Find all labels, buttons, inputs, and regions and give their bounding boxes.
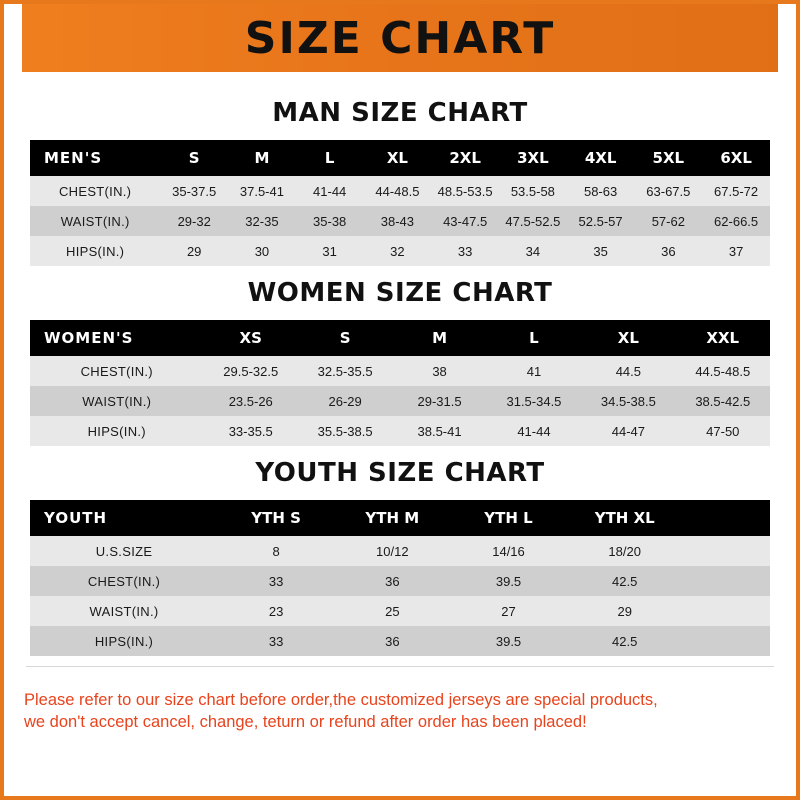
cell: 36 xyxy=(634,236,702,266)
cell: 48.5-53.5 xyxy=(431,176,499,206)
cell: 8 xyxy=(218,536,334,566)
col-header: YTH XL xyxy=(567,500,683,536)
divider xyxy=(26,666,774,667)
col-header: XS xyxy=(204,320,298,356)
col-header: S xyxy=(298,320,392,356)
footer-note xyxy=(4,683,796,734)
table-row xyxy=(30,236,770,266)
col-header: YTH M xyxy=(334,500,450,536)
cell: 47-50 xyxy=(676,416,770,446)
cell: 33 xyxy=(218,566,334,596)
col-header: S xyxy=(160,140,228,176)
cell: 29 xyxy=(160,236,228,266)
cell: 31.5-34.5 xyxy=(487,386,581,416)
cell: 23 xyxy=(218,596,334,626)
cell: 53.5-58 xyxy=(499,176,567,206)
col-header: 2XL xyxy=(431,140,499,176)
cell: 33 xyxy=(218,626,334,656)
cell: 38-43 xyxy=(364,206,432,236)
col-header: L xyxy=(487,320,581,356)
table-men xyxy=(30,140,770,266)
row-label: CHEST(IN.) xyxy=(30,176,160,206)
col-header: XL xyxy=(364,140,432,176)
cell: 30 xyxy=(228,236,296,266)
cell: 25 xyxy=(334,596,450,626)
col-header: MEN'S xyxy=(30,140,160,176)
cell: 34.5-38.5 xyxy=(581,386,675,416)
cell: 35-38 xyxy=(296,206,364,236)
row-label: HIPS(IN.) xyxy=(30,626,218,656)
cell: 14/16 xyxy=(450,536,566,566)
cell: 29-32 xyxy=(160,206,228,236)
table-row xyxy=(30,176,770,206)
cell: 62-66.5 xyxy=(702,206,770,236)
cell-spacer xyxy=(683,596,770,626)
cell: 27 xyxy=(450,596,566,626)
table-row xyxy=(30,206,770,236)
cell: 35-37.5 xyxy=(160,176,228,206)
table-youth xyxy=(30,500,770,656)
col-header: YOUTH xyxy=(30,500,218,536)
footer-line-1: Please refer to our size chart before order,the customized jerseys are special products, xyxy=(24,691,658,709)
cell: 29-31.5 xyxy=(392,386,486,416)
cell: 43-47.5 xyxy=(431,206,499,236)
banner xyxy=(4,4,796,72)
cell: 37 xyxy=(702,236,770,266)
cell: 36 xyxy=(334,566,450,596)
table-header-row xyxy=(30,140,770,176)
cell: 35.5-38.5 xyxy=(298,416,392,446)
col-header: M xyxy=(228,140,296,176)
cell: 44.5 xyxy=(581,356,675,386)
cell: 29.5-32.5 xyxy=(204,356,298,386)
col-header: L xyxy=(296,140,364,176)
table-row xyxy=(30,356,770,386)
cell: 38.5-41 xyxy=(392,416,486,446)
table-row xyxy=(30,626,770,656)
cell: 39.5 xyxy=(450,566,566,596)
row-label: CHEST(IN.) xyxy=(30,356,204,386)
col-header-spacer xyxy=(683,500,770,536)
cell: 35 xyxy=(567,236,635,266)
section-title-women: WOMEN SIZE CHART xyxy=(247,278,553,308)
cell: 41-44 xyxy=(296,176,364,206)
section-men xyxy=(30,98,770,266)
col-header: YTH S xyxy=(218,500,334,536)
section-women xyxy=(30,278,770,446)
col-header: 4XL xyxy=(567,140,635,176)
row-label: HIPS(IN.) xyxy=(30,236,160,266)
cell: 37.5-41 xyxy=(228,176,296,206)
cell: 32 xyxy=(364,236,432,266)
cell: 34 xyxy=(499,236,567,266)
cell-spacer xyxy=(683,626,770,656)
chart-content xyxy=(4,72,796,656)
cell: 58-63 xyxy=(567,176,635,206)
table-row xyxy=(30,386,770,416)
row-label: HIPS(IN.) xyxy=(30,416,204,446)
section-title-men: MAN SIZE CHART xyxy=(272,98,528,128)
cell: 44-48.5 xyxy=(364,176,432,206)
footer-line-2: we don't accept cancel, change, teturn or refund after order has been placed! xyxy=(24,713,587,732)
section-title-youth: YOUTH SIZE CHART xyxy=(255,458,545,488)
cell: 10/12 xyxy=(334,536,450,566)
cell: 36 xyxy=(334,626,450,656)
page-title: SIZE CHART xyxy=(244,12,556,64)
row-label: WAIST(IN.) xyxy=(30,596,218,626)
row-label: CHEST(IN.) xyxy=(30,566,218,596)
cell: 26-29 xyxy=(298,386,392,416)
cell: 29 xyxy=(567,596,683,626)
cell: 38 xyxy=(392,356,486,386)
cell: 18/20 xyxy=(567,536,683,566)
cell: 23.5-26 xyxy=(204,386,298,416)
cell: 44.5-48.5 xyxy=(676,356,770,386)
table-header-row xyxy=(30,320,770,356)
table-women xyxy=(30,320,770,446)
cell-spacer xyxy=(683,536,770,566)
cell: 44-47 xyxy=(581,416,675,446)
cell: 47.5-52.5 xyxy=(499,206,567,236)
cell: 63-67.5 xyxy=(634,176,702,206)
row-label: WAIST(IN.) xyxy=(30,206,160,236)
cell: 57-62 xyxy=(634,206,702,236)
cell: 42.5 xyxy=(567,566,683,596)
cell: 32.5-35.5 xyxy=(298,356,392,386)
table-row xyxy=(30,596,770,626)
cell: 33-35.5 xyxy=(204,416,298,446)
row-label: U.S.SIZE xyxy=(30,536,218,566)
col-header: 5XL xyxy=(634,140,702,176)
table-header-row xyxy=(30,500,770,536)
table-row xyxy=(30,536,770,566)
table-row xyxy=(30,416,770,446)
col-header: M xyxy=(392,320,486,356)
cell: 52.5-57 xyxy=(567,206,635,236)
col-header: 3XL xyxy=(499,140,567,176)
col-header: WOMEN'S xyxy=(30,320,204,356)
cell: 32-35 xyxy=(228,206,296,236)
col-header: YTH L xyxy=(450,500,566,536)
cell: 33 xyxy=(431,236,499,266)
table-row xyxy=(30,566,770,596)
section-youth xyxy=(30,458,770,656)
cell: 67.5-72 xyxy=(702,176,770,206)
row-label: WAIST(IN.) xyxy=(30,386,204,416)
cell: 31 xyxy=(296,236,364,266)
col-header: XXL xyxy=(676,320,770,356)
col-header: 6XL xyxy=(702,140,770,176)
cell: 38.5-42.5 xyxy=(676,386,770,416)
cell: 42.5 xyxy=(567,626,683,656)
col-header: XL xyxy=(581,320,675,356)
cell-spacer xyxy=(683,566,770,596)
cell: 41-44 xyxy=(487,416,581,446)
cell: 41 xyxy=(487,356,581,386)
cell: 39.5 xyxy=(450,626,566,656)
